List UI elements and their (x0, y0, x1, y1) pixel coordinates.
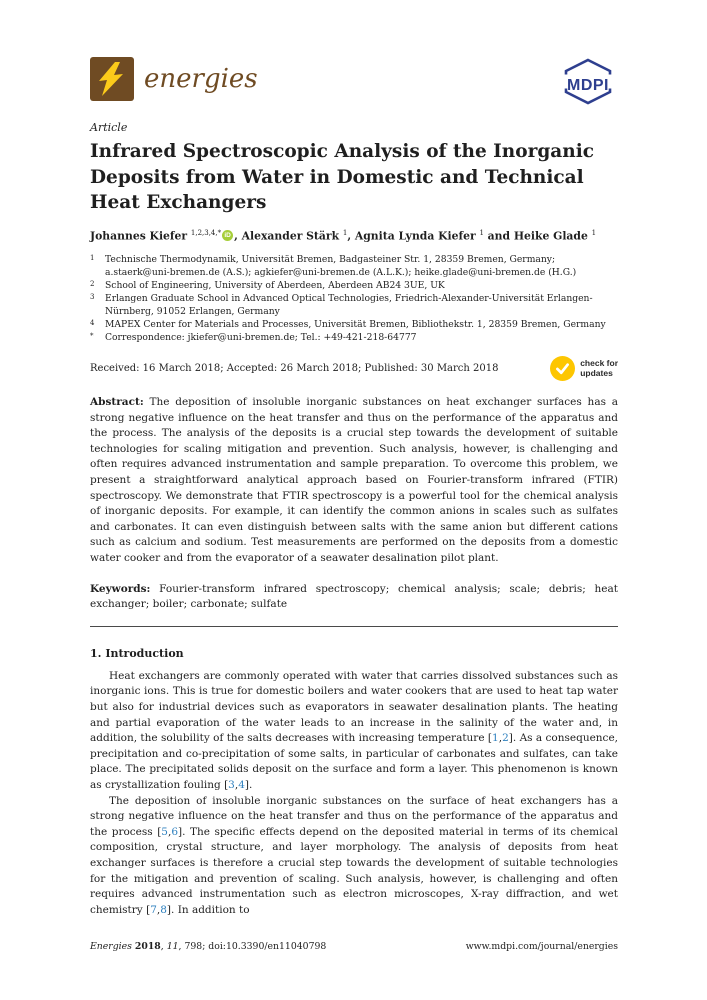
affiliation-text: Erlangen Graduate School in Advanced Optical Technologies, Friedrich-Alexander-Universität Erlangen-Nürnberg, 91052 Erlangen, Germany (105, 293, 593, 318)
section-heading: 1. Introduction (90, 646, 184, 660)
citation-link[interactable]: 8 (160, 903, 167, 916)
citation-link[interactable]: 4 (238, 778, 245, 791)
body-sections (90, 647, 618, 919)
lightning-bolt-icon (90, 57, 134, 101)
section-divider (90, 626, 618, 627)
affiliation-sup: 4 (90, 319, 95, 328)
affiliation-sup: 1 (90, 254, 95, 263)
citation-link[interactable]: 1 (492, 732, 499, 745)
body-paragraph: The deposition of insoluble inorganic substances on the surface of heat exchangers has a strong negative influence on the heat transfer and thus on the performance of the apparatus and the process [5,6]. The specific effects depend on the deposited material in terms of its chemical composition, crystal structure, and layer morphology. The analysis of deposits from heat exchanger surfaces is therefore a crucial step towards the development of suitable technologies for the mitigation and prevention of scaling. Such analysis, however, is challenging and often requires advanced instrumentation such as electron microscopes, X-ray diffraction, and wet chemistry [7,8]. In addition to (90, 794, 619, 916)
paper-title-line: Deposits from Water in Domestic and Technical (90, 166, 584, 188)
keywords-label: Keywords: (90, 582, 151, 595)
citation-link[interactable]: 3 (228, 778, 235, 791)
affiliation-text: Technische Thermodynamik, Universität Bremen, Badgasteiner Str. 1, 28359 Bremen, Germany; a.staerk@uni-bremen.de (A.S.); agkiefer@uni-bremen.de (A.L.K.); heike.glade@uni-bremen.de (H.G.) (105, 254, 577, 279)
citation-link[interactable]: 7 (150, 903, 157, 916)
paper-title-line: Heat Exchangers (90, 192, 267, 213)
affiliation-item (90, 292, 618, 318)
affiliation-sup: * (90, 332, 94, 341)
orcid-icon[interactable]: iD (222, 230, 233, 241)
checkmark-icon (550, 356, 575, 381)
check-for-updates-badge[interactable] (550, 356, 618, 381)
affiliation-item (90, 318, 618, 331)
body-paragraph: Heat exchangers are commonly operated with water that carries dissolved substances such as inorganic ions. This is true for domestic boilers and water cookers that are used to heat tap water but also for industrial devices such as evaporators in seawater desalination plants. The heating and partial evaporation of the water leads to an increase in the salinity of the water and, in addition, the solubility of the salts decreases with increasing temperature [1,2]. As a consequence, precipitation and co-precipitation of some salts, in particular of carbonates and sulfates, can take place. The precipitated solids deposit on the surface and form a layer. This phenomenon is known as crystallization fouling [3,4]. (90, 669, 618, 791)
article-type-label: Article (90, 121, 128, 134)
affiliation-item (90, 253, 618, 279)
energies-logo (90, 57, 258, 101)
page-header (90, 57, 618, 104)
mdpi-logo[interactable] (558, 58, 618, 109)
abstract-text: The deposition of insoluble inorganic substances on heat exchanger surfaces has a strong negative influence on the heat transfer and thus on the performance of the apparatus and the process. The analysis of the deposits is a crucial step towards the development of suitable technologies for scaling mitigation and prevention. Such analysis, however, is challenging and often requires advanced instrumentation and sample preparation. To overcome this problem, we present a straightforward analytical approach based on Fourier-transform infrared (FTIR) spectroscopy. We demonstrate that FTIR spectroscopy is a powerful tool for the chemical analysis of inorganic deposits. For example, it can identify the common anions in scales such as sulfates and carbonates. It can even distinguish between salts with the same anion but different cations such as calcium and sodium. Test measurements are performed on the deposits from a domestic water cooker and from the evaporator of a seawater desalination pilot plant. (90, 396, 618, 565)
affiliation-text: MAPEX Center for Materials and Processes, Universität Bremen, Bibliothekstr. 1, 28359 Bremen, Germany (105, 319, 606, 331)
mdpi-logo-text: MDPI (567, 77, 609, 95)
received-accepted-published: Received: 16 March 2018; Accepted: 26 March 2018; Published: 30 March 2018 (90, 363, 499, 375)
journal-url-link[interactable]: www.mdpi.com/journal/energies (465, 941, 618, 952)
paper-title-line: Infrared Spectroscopic Analysis of the Inorganic (90, 141, 595, 162)
check-for-updates-label: check for updates (580, 358, 618, 378)
affiliation-sup: 2 (90, 280, 95, 289)
authors-line: Johannes Kiefer $^{1,2,3,4,*}$ iD , Alexander Stärk $^1$, Agnita Lynda Kiefer $^1$ and Heike Glade $^1$ (90, 228, 597, 243)
affiliations-list (90, 253, 618, 344)
page-footer (90, 941, 618, 952)
citation-link[interactable]: 5 (161, 825, 168, 838)
citation-link[interactable]: 6 (171, 825, 179, 838)
journal-name: energies (144, 64, 258, 94)
abstract (90, 395, 618, 567)
keywords-text: Fourier-transform infrared spectroscopy; chemical analysis; scale; debris; heat exchanger; boiler; carbonate; sulfate (90, 582, 618, 611)
affiliation-item (90, 331, 618, 344)
citation-link[interactable]: 2 (502, 732, 509, 745)
citation-info: Energies 2018, 11, 798; doi:10.3390/en11040798 (90, 941, 327, 952)
abstract-label: Abstract: (90, 396, 144, 409)
affiliation-text: School of Engineering, University of Aberdeen, Aberdeen AB24 3UE, UK (105, 280, 445, 292)
keywords (90, 582, 618, 613)
affiliation-sup: 3 (90, 293, 95, 302)
affiliation-item (90, 279, 618, 292)
paper-title (90, 139, 618, 216)
dates-row (90, 356, 618, 381)
affiliation-text: Correspondence: jkiefer@uni-bremen.de; Tel.: +49-421-218-64777 (105, 332, 417, 344)
